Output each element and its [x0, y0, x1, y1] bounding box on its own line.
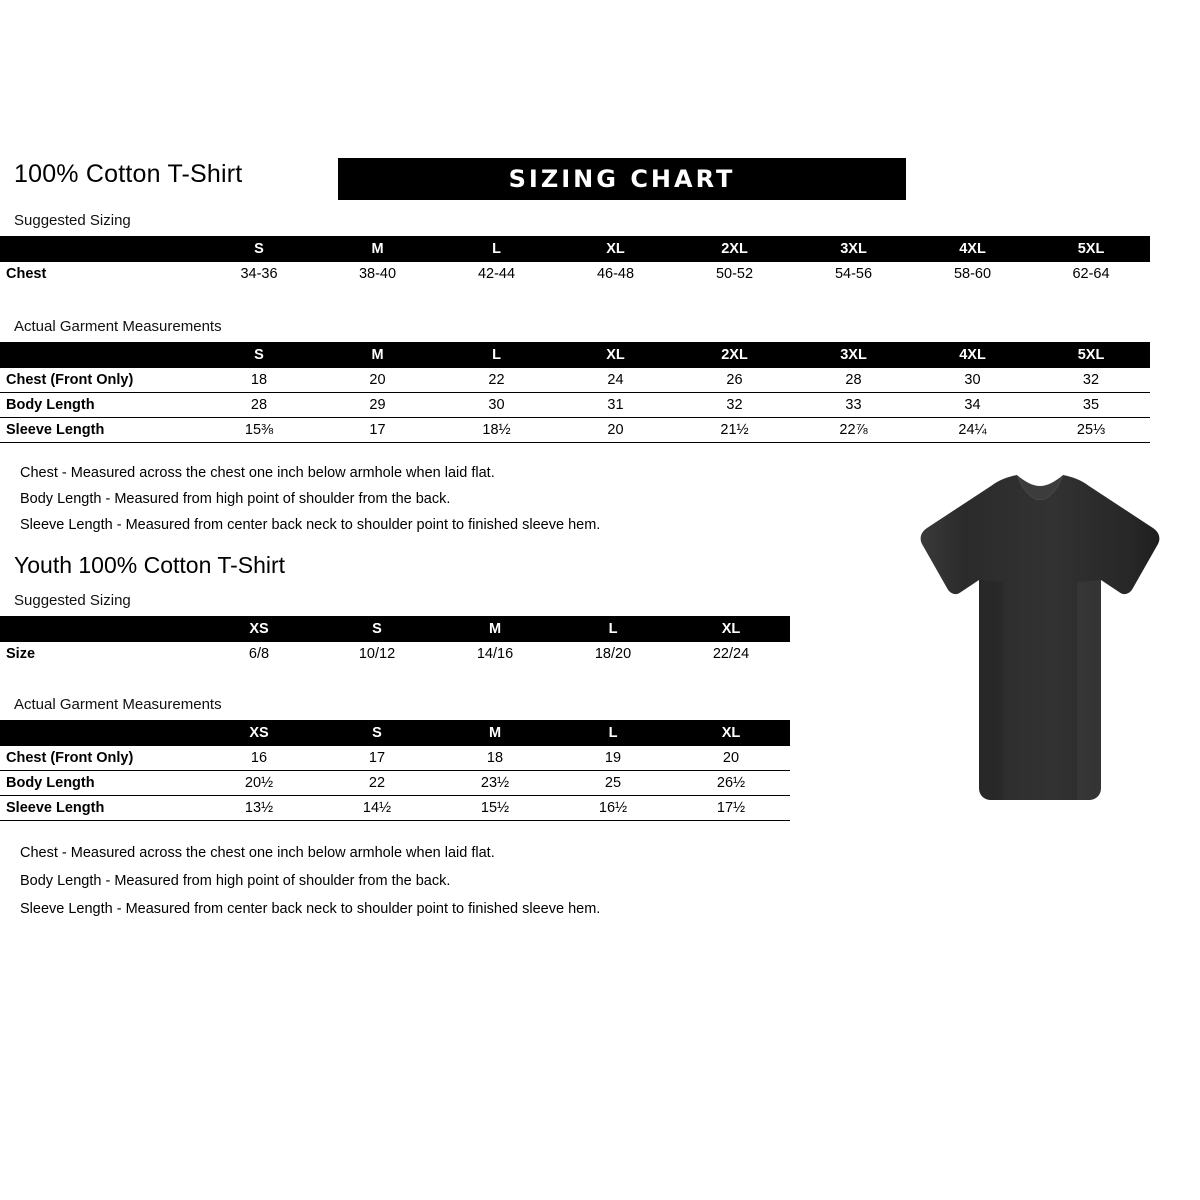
cell: 16 — [200, 746, 318, 771]
youth-section-title: Youth 100% Cotton T-Shirt — [14, 552, 286, 578]
row-label: Size — [6, 646, 36, 662]
col-header: M — [436, 616, 554, 642]
col-header: L — [554, 720, 672, 746]
col-header — [0, 342, 200, 368]
cell: 26 — [675, 368, 794, 393]
table-header-row — [0, 720, 790, 746]
cell: 22⅞ — [794, 418, 913, 443]
youth-suggested-caption: Suggested Sizing — [14, 592, 131, 609]
col-header: S — [318, 720, 436, 746]
cell: 14½ — [318, 796, 436, 821]
youth-suggested-sizing-table — [0, 616, 790, 666]
row-label: Sleeve Length — [0, 418, 200, 443]
table-row — [0, 642, 790, 666]
row-label: Chest (Front Only) — [0, 746, 200, 771]
cell: 32 — [675, 393, 794, 418]
cell: 22/24 — [712, 646, 750, 662]
col-header: M — [318, 236, 437, 262]
col-header: 4XL — [913, 236, 1032, 262]
cell: 20½ — [200, 771, 318, 796]
cell: 23½ — [436, 771, 554, 796]
cell: 15⅜ — [200, 418, 318, 443]
table-header-row — [0, 236, 1150, 262]
col-header: XL — [672, 616, 790, 642]
cell: 58-60 — [953, 266, 992, 282]
cell: 14/16 — [476, 646, 514, 662]
cell: 38-40 — [358, 266, 397, 282]
row-label: Body Length — [0, 393, 200, 418]
cell: 18½ — [437, 418, 556, 443]
table-header-row — [0, 616, 790, 642]
col-header: M — [436, 720, 554, 746]
cell: 33 — [794, 393, 913, 418]
col-header: XL — [556, 236, 675, 262]
col-header: 2XL — [675, 342, 794, 368]
cell: 32 — [1032, 368, 1150, 393]
tshirt-illustration — [895, 470, 1185, 815]
sizing-chart-banner-label: SIZING CHART — [508, 165, 736, 193]
col-header: M — [318, 342, 437, 368]
col-header: L — [437, 342, 556, 368]
col-header — [0, 720, 200, 746]
adult-note-sleeve-length: Sleeve Length - Measured from center back neck to shoulder point to finished sleeve hem. — [20, 517, 601, 533]
cell: 25⅓ — [1032, 418, 1150, 443]
cell: 35 — [1032, 393, 1150, 418]
col-header: 3XL — [794, 342, 913, 368]
col-header: S — [200, 342, 318, 368]
col-header: 5XL — [1032, 236, 1150, 262]
cell: 24 — [556, 368, 675, 393]
cell: 54-56 — [834, 266, 873, 282]
table-row — [0, 418, 1150, 443]
cell: 62-64 — [1072, 266, 1110, 282]
sizing-chart-banner — [338, 158, 906, 200]
col-header: XS — [200, 616, 318, 642]
cell: 34-36 — [240, 266, 278, 282]
col-header: 3XL — [794, 236, 913, 262]
cell: 50-52 — [715, 266, 754, 282]
col-header: 2XL — [675, 236, 794, 262]
cell: 17½ — [672, 796, 790, 821]
youth-actual-measurements-table — [0, 720, 790, 821]
cell: 16½ — [554, 796, 672, 821]
adult-note-chest: Chest - Measured across the chest one inch below armhole when laid flat. — [20, 465, 495, 481]
cell: 21½ — [675, 418, 794, 443]
cell: 24¼ — [913, 418, 1032, 443]
col-header — [0, 616, 200, 642]
cell: 25 — [554, 771, 672, 796]
table-row — [0, 393, 1150, 418]
col-header: XS — [200, 720, 318, 746]
cell: 28 — [794, 368, 913, 393]
page-title: 100% Cotton T-Shirt — [14, 160, 243, 188]
cell: 31 — [556, 393, 675, 418]
col-header: XL — [672, 720, 790, 746]
table-row — [0, 796, 790, 821]
cell: 29 — [318, 393, 437, 418]
adult-actual-caption: Actual Garment Measurements — [14, 318, 222, 335]
adult-actual-measurements-table — [0, 342, 1150, 443]
cell: 46-48 — [596, 266, 635, 282]
adult-note-body-length: Body Length - Measured from high point of shoulder from the back. — [20, 491, 451, 507]
table-row — [0, 368, 1150, 393]
cell: 15½ — [436, 796, 554, 821]
col-header — [0, 236, 200, 262]
cell: 17 — [318, 746, 436, 771]
col-header: S — [200, 236, 318, 262]
cell: 26½ — [672, 771, 790, 796]
col-header: L — [437, 236, 556, 262]
cell: 20 — [318, 368, 437, 393]
youth-note-sleeve-length: Sleeve Length - Measured from center back neck to shoulder point to finished sleeve hem. — [20, 901, 601, 917]
cell: 22 — [437, 368, 556, 393]
col-header: 4XL — [913, 342, 1032, 368]
row-label: Body Length — [0, 771, 200, 796]
youth-note-body-length: Body Length - Measured from high point of shoulder from the back. — [20, 873, 451, 889]
cell: 6/8 — [248, 646, 270, 662]
col-header: XL — [556, 342, 675, 368]
chart-header — [0, 160, 910, 202]
cell: 34 — [913, 393, 1032, 418]
cell: 20 — [556, 418, 675, 443]
col-header: L — [554, 616, 672, 642]
row-label: Chest — [6, 266, 47, 282]
youth-actual-caption: Actual Garment Measurements — [14, 696, 222, 713]
tshirt-icon — [895, 470, 1185, 815]
table-row — [0, 746, 790, 771]
adult-suggested-sizing-table — [0, 236, 1150, 286]
col-header: 5XL — [1032, 342, 1150, 368]
cell: 13½ — [200, 796, 318, 821]
table-header-row — [0, 342, 1150, 368]
cell: 19 — [554, 746, 672, 771]
row-label: Chest (Front Only) — [0, 368, 200, 393]
table-row — [0, 771, 790, 796]
row-label: Sleeve Length — [0, 796, 200, 821]
cell: 17 — [318, 418, 437, 443]
youth-note-chest: Chest - Measured across the chest one inch below armhole when laid flat. — [20, 845, 495, 861]
cell: 30 — [437, 393, 556, 418]
table-row — [0, 262, 1150, 286]
col-header: S — [318, 616, 436, 642]
cell: 10/12 — [358, 646, 396, 662]
adult-suggested-caption: Suggested Sizing — [14, 212, 131, 229]
cell: 18 — [436, 746, 554, 771]
cell: 42-44 — [477, 266, 516, 282]
cell: 20 — [672, 746, 790, 771]
cell: 18 — [200, 368, 318, 393]
cell: 22 — [318, 771, 436, 796]
cell: 28 — [200, 393, 318, 418]
cell: 18/20 — [594, 646, 632, 662]
cell: 30 — [913, 368, 1032, 393]
